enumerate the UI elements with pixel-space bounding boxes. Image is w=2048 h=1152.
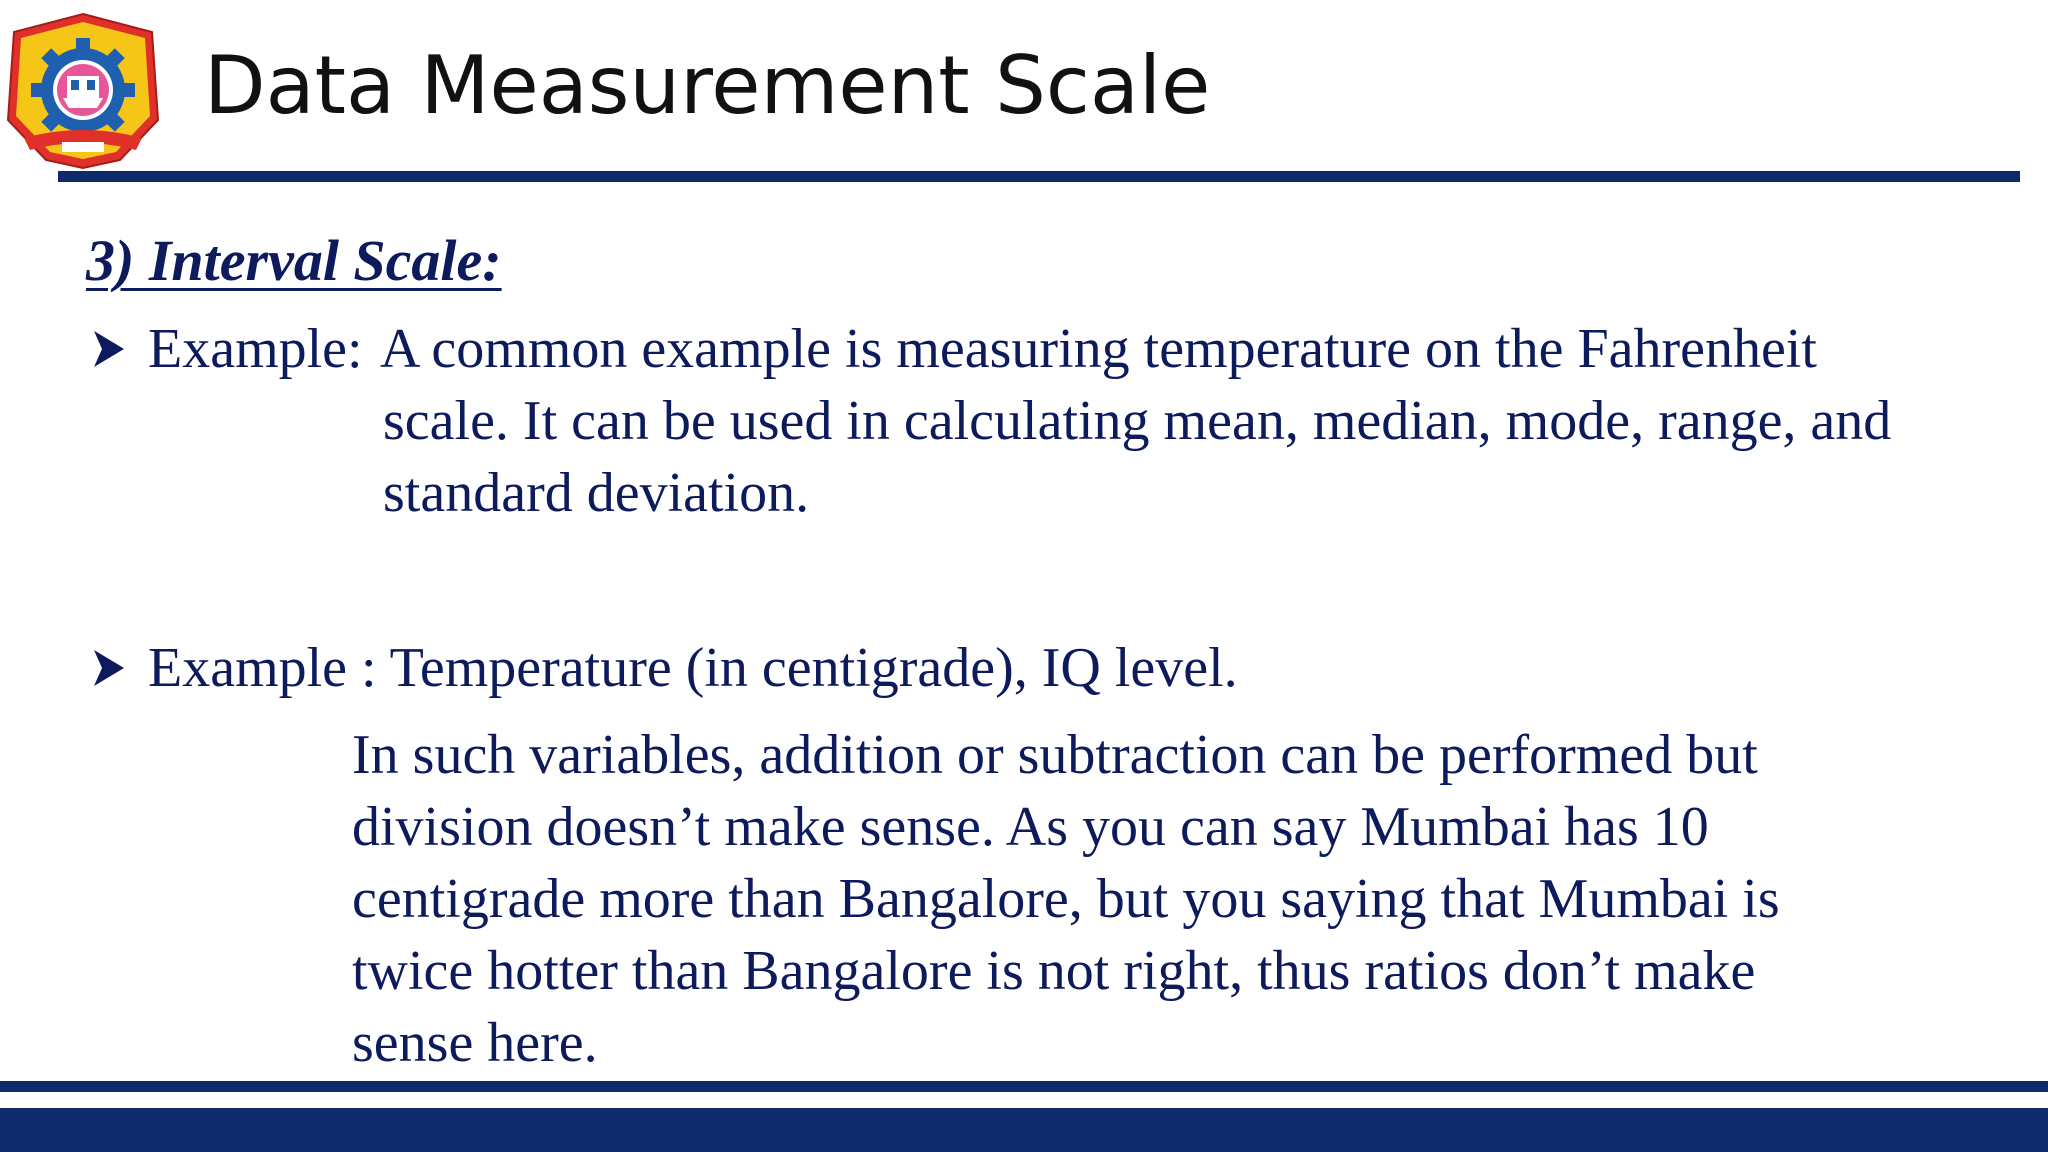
college-logo	[2, 10, 164, 172]
paragraph-line: scale. It can be used in calculating mean, median, mode, range, and	[383, 390, 1892, 452]
bullet-label-example-2: Example : Temperature (in centigrade), IQ level.	[148, 637, 1238, 699]
bullet-paragraph-1	[380, 313, 1891, 529]
paragraph-line: standard deviation.	[383, 462, 810, 524]
paragraph-line: division doesn’t make sense. As you can say Mumbai has 10	[352, 796, 1709, 858]
arrow-bullet-icon	[92, 648, 126, 688]
page-title: Data Measurement Scale	[204, 39, 1211, 132]
arrow-bullet-icon	[92, 329, 126, 369]
paragraph-line: In such variables, addition or subtraction can be performed but	[352, 724, 1758, 786]
paragraph-line: sense here.	[352, 1012, 598, 1074]
bullet-label-example-1: Example:	[148, 318, 363, 380]
section-heading: 3) Interval Scale:	[86, 228, 502, 293]
paragraph-line: A common example is measuring temperature on the Fahrenheit	[380, 318, 1817, 380]
paragraph-line: twice hotter than Bangalore is not right, thus ratios don’t make	[352, 940, 1756, 1002]
footer-band	[0, 1108, 2048, 1152]
bullet-paragraph-2	[352, 719, 1780, 1079]
paragraph-line: centigrade more than Bangalore, but you saying that Mumbai is	[352, 868, 1780, 930]
header-divider	[58, 171, 2020, 182]
footer-divider	[0, 1081, 2048, 1092]
